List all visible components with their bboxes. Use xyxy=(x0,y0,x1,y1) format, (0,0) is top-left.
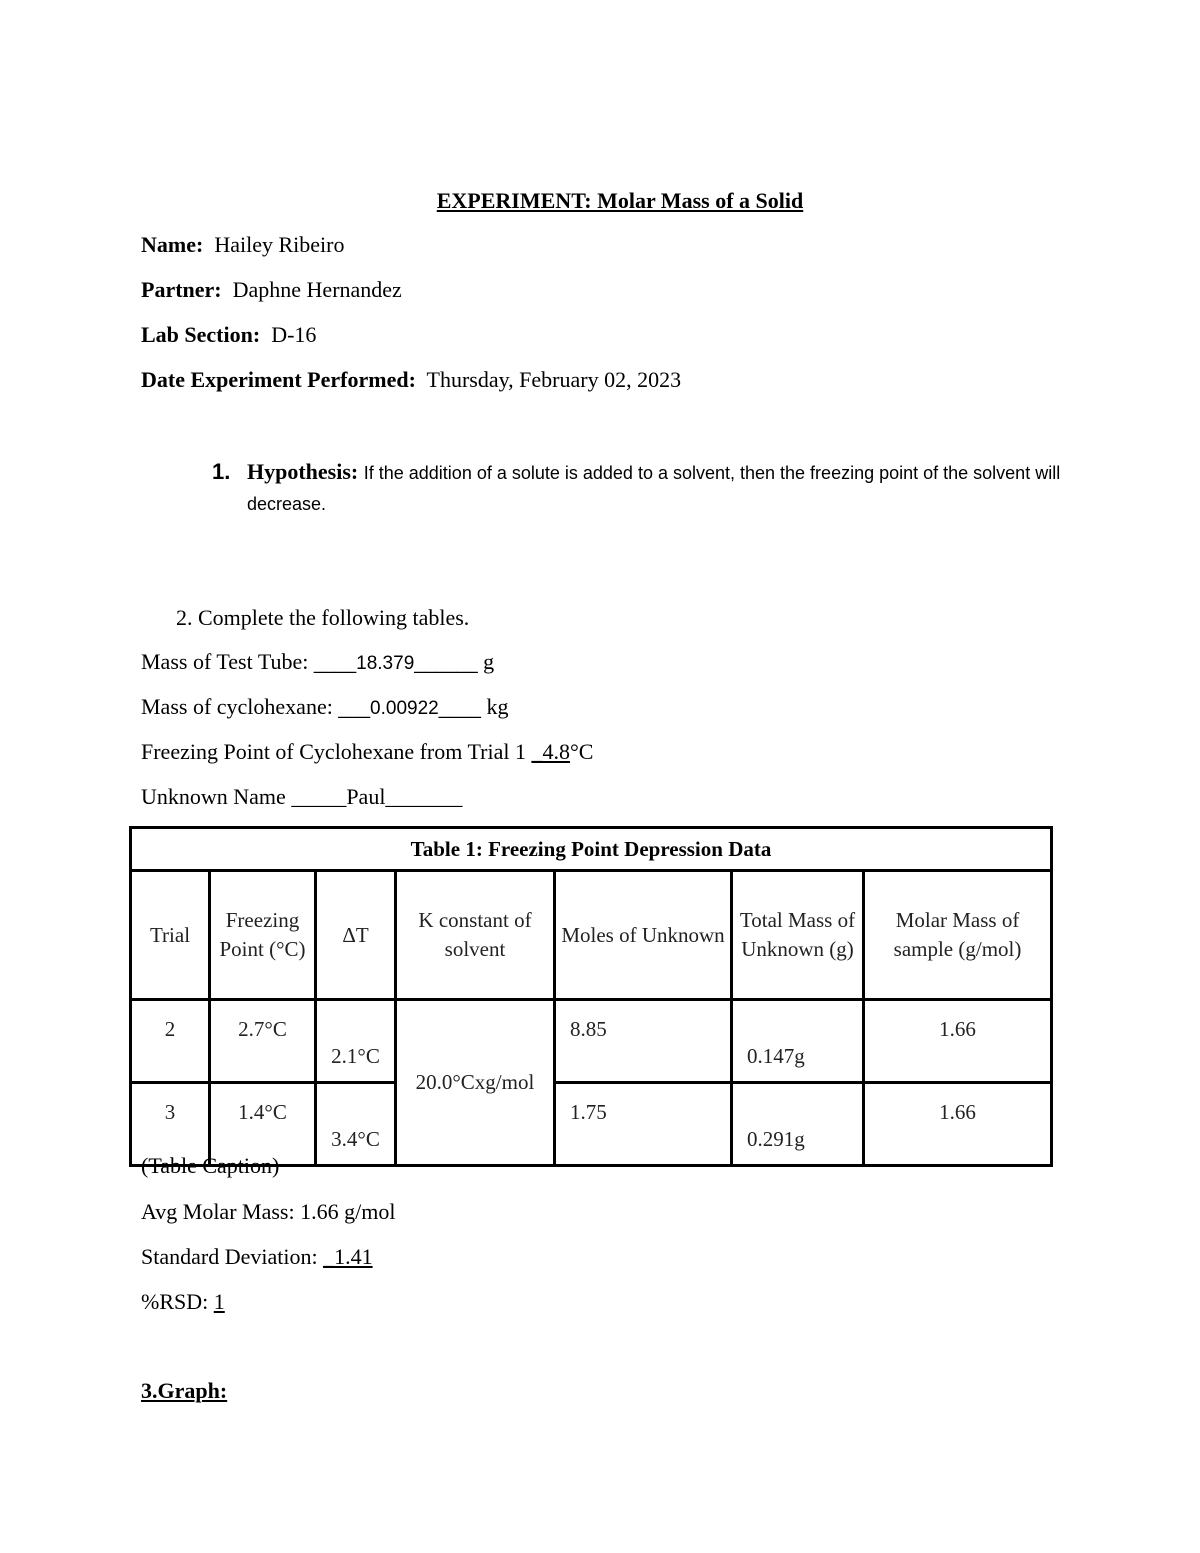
test-tube-line xyxy=(141,648,494,678)
header-molar-mass: Molar Mass of sample (g/mol) xyxy=(864,871,1052,1000)
freezing-point-unit: °C xyxy=(569,739,594,764)
cell-molar: 1.66 xyxy=(864,1000,1052,1083)
table-caption: Table 1: Freezing Point Depression Data xyxy=(131,828,1052,871)
table-caption-note: (Table Caption) xyxy=(141,1153,280,1178)
section-value: D-16 xyxy=(271,322,317,347)
name-label: Name: xyxy=(141,232,204,257)
cell-mass: 0.147g xyxy=(732,1000,864,1083)
freezing-point-table xyxy=(129,826,1053,1167)
unknown-name-line xyxy=(141,783,462,811)
cell-mass: 0.291g xyxy=(732,1083,864,1166)
header-k-constant: K constant of solvent xyxy=(396,871,555,1000)
section-label: Lab Section: xyxy=(141,322,261,347)
rsd-label: %RSD: xyxy=(141,1289,214,1314)
hypothesis-item xyxy=(212,457,1072,519)
partner-value: Daphne Hernandez xyxy=(232,277,402,302)
document-title: EXPERIMENT: Molar Mass of a Solid xyxy=(436,188,804,213)
cyclohexane-value: ___0.00922____ xyxy=(338,698,481,719)
freezing-point-value: _4.8 xyxy=(531,739,570,764)
test-tube-label: Mass of Test Tube: xyxy=(141,649,314,674)
hypothesis-number: 1. xyxy=(212,459,231,484)
unknown-name-value: _____Paul_______ xyxy=(291,784,463,809)
table-row xyxy=(131,1000,1052,1083)
partner-label: Partner: xyxy=(141,277,222,302)
avg-molar-mass-label: Avg Molar Mass: xyxy=(141,1199,301,1224)
name-line xyxy=(141,231,344,259)
cell-k-constant: 20.0°Cxg/mol xyxy=(396,1000,555,1166)
std-dev-label: Standard Deviation: xyxy=(141,1244,324,1269)
header-freezing-point: Freezing Point (°C) xyxy=(210,871,316,1000)
cell-freezing: 2.7°C xyxy=(210,1000,316,1083)
cell-molar: 1.66 xyxy=(864,1083,1052,1166)
cyclohexane-unit: kg xyxy=(480,694,509,719)
cyclohexane-line xyxy=(141,693,508,723)
date-label: Date Experiment Performed: xyxy=(141,367,416,392)
cell-freezing: 1.4°C xyxy=(210,1083,316,1166)
section-line xyxy=(141,321,316,349)
cell-moles: 1.75 xyxy=(555,1083,732,1166)
partner-line xyxy=(141,276,402,304)
std-dev-value: _1.41 xyxy=(323,1244,373,1269)
cell-trial: 2 xyxy=(131,1000,210,1083)
test-tube-unit: g xyxy=(477,649,495,674)
cyclohexane-label: Mass of cyclohexane: xyxy=(141,694,339,719)
freezing-point-line xyxy=(141,738,593,766)
cell-trial: 3 xyxy=(131,1083,210,1166)
rsd-value: 1 xyxy=(213,1289,225,1314)
name-value: Hailey Ribeiro xyxy=(214,232,345,257)
freezing-point-label: Freezing Point of Cyclohexane from Trial 1 xyxy=(141,739,532,764)
instruction-line: 2. Complete the following tables. xyxy=(176,605,470,630)
avg-molar-mass-value: 1.66 g/mol xyxy=(300,1199,396,1224)
date-line xyxy=(141,366,681,394)
header-trial: Trial xyxy=(131,871,210,1000)
hypothesis-text: If the addition of a solute is added to a solvent, then the freezing point of the solvent will decrease. xyxy=(247,463,1061,514)
cell-moles: 8.85 xyxy=(555,1000,732,1083)
test-tube-value: ____18.379______ xyxy=(313,653,478,674)
cell-delta: 2.1°C xyxy=(316,1000,396,1083)
cell-delta: 3.4°C xyxy=(316,1083,396,1166)
graph-heading: 3.Graph: xyxy=(141,1378,228,1403)
avg-molar-mass-line xyxy=(141,1198,395,1226)
rsd-line xyxy=(141,1288,225,1316)
unknown-name-label: Unknown Name xyxy=(141,784,292,809)
header-delta-t: ΔT xyxy=(316,871,396,1000)
header-total-mass: Total Mass of Unknown (g) xyxy=(732,871,864,1000)
std-dev-line xyxy=(141,1243,373,1271)
date-value: Thursday, February 02, 2023 xyxy=(426,367,682,392)
hypothesis-label: Hypothesis: xyxy=(247,459,359,484)
header-moles: Moles of Unknown xyxy=(555,871,732,1000)
